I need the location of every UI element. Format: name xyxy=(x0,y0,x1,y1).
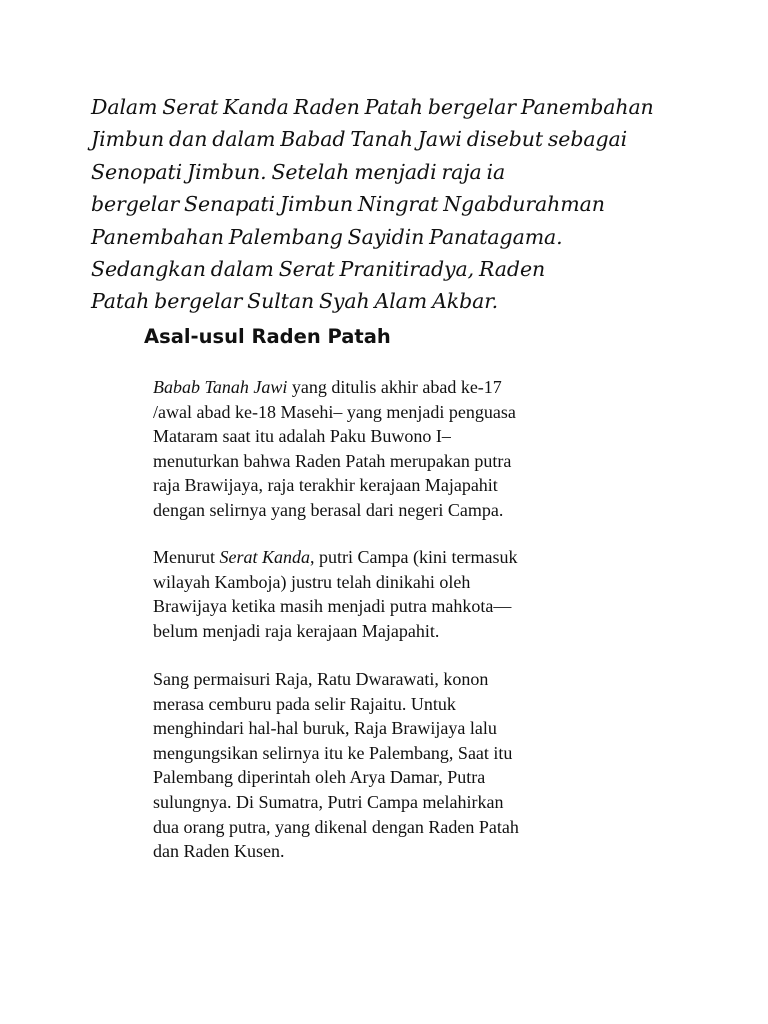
paragraph-line: dua orang putra, yang dikenal dengan Raden Patah xyxy=(153,816,519,837)
line-text: Menurut xyxy=(153,547,220,567)
book-title: Serat Kanda xyxy=(219,547,311,567)
intro-line: Sedangkan dalam Serat Pranitiradya, Raden xyxy=(91,257,546,282)
body-paragraph-3 xyxy=(153,667,713,864)
paragraph-line xyxy=(153,545,713,570)
section-heading: Asal-usul Raden Patah xyxy=(144,325,391,348)
intro-line: Jimbun dan dalam Babad Tanah Jawi disebut sebagai xyxy=(91,127,628,152)
paragraph-line: menuturkan bahwa Raden Patah merupakan putra xyxy=(153,450,512,471)
paragraph-line: Palembang diperintah oleh Arya Damar, Putra xyxy=(153,767,486,788)
paragraph-line: menghindari hal-hal buruk, Raja Brawijaya lalu xyxy=(153,718,497,739)
paragraph-line: sulungnya. Di Sumatra, Putri Campa melahirkan xyxy=(153,791,504,812)
paragraph-line: Brawijaya ketika masih menjadi putra mahkota— xyxy=(153,596,512,617)
paragraph-line: Mataram saat itu adalah Paku Buwono I– xyxy=(153,426,451,447)
body-paragraph-1 xyxy=(153,375,713,523)
book-title: Babab Tanah Jawi xyxy=(153,377,288,397)
body-paragraph-2 xyxy=(153,545,713,643)
paragraph-line: raja Brawijaya, raja terakhir kerajaan Majapahit xyxy=(153,475,498,496)
paragraph-line: Sang permaisuri Raja, Ratu Dwarawati, konon xyxy=(153,669,489,689)
paragraph-line: belum menjadi raja kerajaan Majapahit. xyxy=(153,620,440,641)
line-text: , putri Campa (kini termasuk xyxy=(310,547,518,567)
intro-line: Panembahan Palembang Sayidin Panatagama. xyxy=(91,224,563,249)
paragraph-line: dan Raden Kusen. xyxy=(153,841,285,862)
intro-line: bergelar Senapati Jimbun Ningrat Ngabdurahman xyxy=(91,192,605,217)
paragraph-line: merasa cemburu pada selir Rajaitu. Untuk xyxy=(153,693,456,714)
paragraph-line: wilayah Kamboja) justru telah dinikahi oleh xyxy=(153,571,471,592)
line-text: yang ditulis akhir abad ke-17 xyxy=(287,377,502,397)
intro-paragraph xyxy=(91,91,731,318)
intro-line: Senopati Jimbun. Setelah menjadi raja ia xyxy=(91,159,506,184)
intro-line: Dalam Serat Kanda Raden Patah bergelar Panembahan xyxy=(91,95,654,119)
paragraph-line: mengungsikan selirnya itu ke Palembang, Saat itu xyxy=(153,742,513,763)
paragraph-line: dengan selirnya yang berasal dari negeri Campa. xyxy=(153,499,504,520)
paragraph-line: /awal abad ke-18 Masehi– yang menjadi penguasa xyxy=(153,401,516,422)
intro-line: Patah bergelar Sultan Syah Alam Akbar. xyxy=(91,289,499,314)
paragraph-line xyxy=(153,375,713,400)
